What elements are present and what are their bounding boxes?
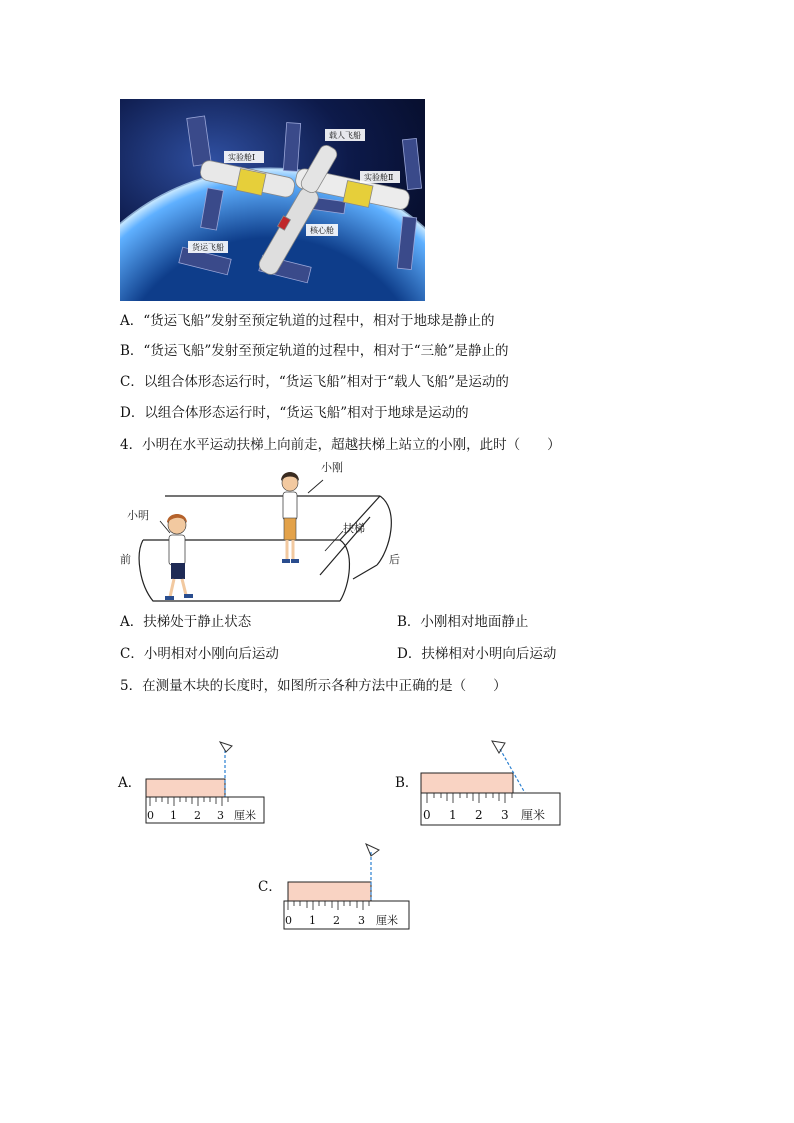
label-front: 前 — [120, 553, 131, 566]
q3-option-a: A．“货运飞船”发射至预定轨道的过程中，相对于地球是静止的 — [120, 313, 495, 329]
q3-option-d: D．以组合体形态运行时，“货运飞船”相对于地球是运动的 — [120, 405, 469, 421]
tick-1: 1 — [309, 914, 316, 927]
ruler-figure-b — [415, 735, 565, 830]
q5-figure-b-label: B． — [395, 775, 419, 791]
label-escalator: 扶梯 — [343, 522, 365, 535]
q4-stem: 4．小明在水平运动扶梯上向前走，超越扶梯上站立的小刚，此时（ ） — [120, 437, 561, 453]
q3-option-b: B．“货运飞船”发射至预定轨道的过程中，相对于“三舱”是静止的 — [120, 343, 509, 359]
q5-figure-c-label: C． — [258, 879, 282, 895]
unit-label: 厘米 — [234, 809, 256, 822]
eye-icon — [366, 844, 379, 856]
tick-2: 2 — [194, 809, 201, 822]
q5-stem: 5．在测量木块的长度时，如图所示各种方法中正确的是（ ） — [120, 678, 507, 694]
eye-icon — [492, 741, 505, 753]
tick-2: 2 — [333, 914, 340, 927]
q4-option-c: C．小明相对小刚向后运动 — [120, 646, 279, 662]
label-lab-module-1: 实验舱Ⅰ — [228, 153, 256, 162]
q3-option-c: C．以组合体形态运行时，“货运飞船”相对于“载人飞船”是运动的 — [120, 374, 509, 390]
q4-option-a: A．扶梯处于静止状态 — [120, 614, 252, 630]
label-xiaogang: 小刚 — [321, 461, 343, 474]
label-core-module: 核心舱 — [310, 226, 334, 235]
tick-1: 1 — [449, 808, 457, 822]
tick-3: 3 — [217, 809, 224, 822]
label-back: 后 — [389, 553, 400, 566]
unit-label: 厘米 — [521, 808, 546, 822]
tick-0: 0 — [285, 914, 292, 927]
q5-figure-a-label: A． — [118, 775, 142, 791]
tick-0: 0 — [147, 809, 154, 822]
ruler-figure-a — [140, 735, 270, 825]
ruler-figure-c — [280, 838, 415, 933]
tick-3: 3 — [358, 914, 365, 927]
tick-3: 3 — [501, 808, 509, 822]
tick-0: 0 — [423, 808, 431, 822]
unit-label: 厘米 — [376, 914, 398, 927]
eye-icon — [220, 742, 232, 752]
label-xiaoming: 小明 — [127, 509, 149, 522]
label-manned-spacecraft: 载人飞船 — [329, 131, 361, 140]
label-lab-module-2: 实验舱Ⅱ — [364, 173, 394, 182]
escalator-figure — [115, 455, 415, 605]
space-station-image — [120, 99, 425, 301]
tick-1: 1 — [170, 809, 177, 822]
tick-2: 2 — [475, 808, 483, 822]
q4-option-d: D．扶梯相对小明向后运动 — [397, 646, 557, 662]
q4-option-b: B．小刚相对地面静止 — [397, 614, 529, 630]
label-cargo-spacecraft: 货运飞船 — [192, 243, 224, 252]
